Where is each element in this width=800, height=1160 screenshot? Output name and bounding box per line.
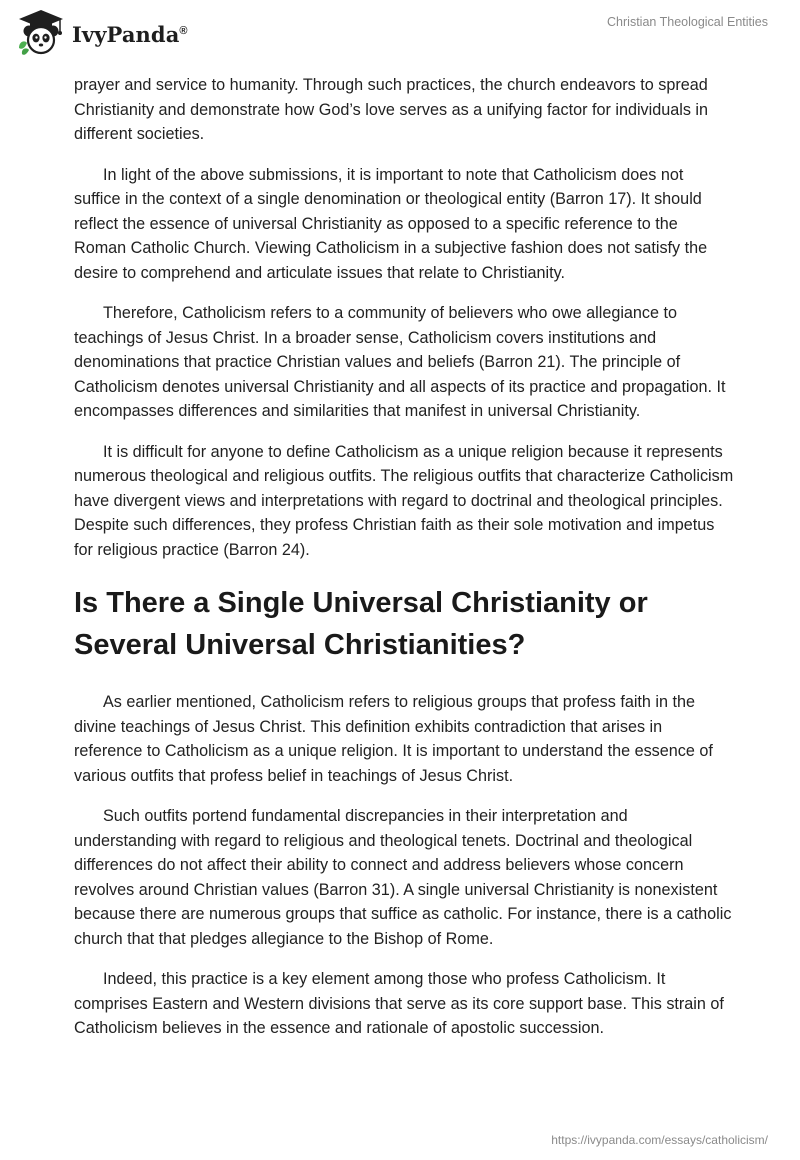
document-title: Christian Theological Entities xyxy=(607,15,768,29)
source-url[interactable]: https://ivypanda.com/essays/catholicism/ xyxy=(551,1133,768,1147)
registered-mark: ® xyxy=(179,24,188,37)
paragraph: Indeed, this practice is a key element among those who profess Catholicism. It comprises Eastern and Western divisions that serve as its core support base. This strain of Catholicism believes in the essence and rationale of apostolic succession. xyxy=(74,970,724,1037)
page-header xyxy=(0,0,800,70)
paragraph-continued: prayer and service to humanity. Through such practices, the church endeavors to spread Christianity and demonstrate how God’s love serves as a unifying factor for individuals in different societies. xyxy=(74,76,709,143)
panda-graduate-icon xyxy=(16,8,66,56)
ivypanda-logo[interactable] xyxy=(16,8,188,56)
paragraph: As earlier mentioned, Catholicism refers to religious groups that profess faith in the divine teachings of Jesus Christ. This definition exhibits contradiction that arises in reference to Catholicism as a unique religion. It is important to understand the essence of various outfits that profess belief in teachings of Jesus Christ. xyxy=(74,693,713,785)
section-heading: Is There a Single Universal Christianity or Several Universal Christianities? xyxy=(74,587,648,661)
paragraph: Therefore, Catholicism refers to a community of believers who owe allegiance to teachings of Jesus Christ. In a broader sense, Catholicism covers institutions and denominations that practice Christian values and beliefs (Barron 21). The principle of Catholicism denotes universal Christianity and all aspects of its practice and propagation. It encompasses differences and similarities that manifest in universal Christianity. xyxy=(74,304,726,420)
brand-name: IvyPanda® xyxy=(72,21,188,47)
essay-content xyxy=(74,73,734,1057)
paragraph: In light of the above submissions, it is important to note that Catholicism does not suffice in the context of a single denomination or theological entity (Barron 17). It should reflect the essence of universal Christianity as opposed to a specific reference to the Roman Catholic Church. Viewing Catholicism in a subjective fashion does not satisfy the desire to comprehend and articulate issues that relate to Christianity. xyxy=(74,165,708,282)
paragraph: It is difficult for anyone to define Catholicism as a unique religion because it represents numerous theological and religious outfits. The religious outfits that characterize Catholicism have divergent views and interpretations with regard to doctrinal and theological principles. Despite such differences, they profess Christian faith as their sole motivation and impetus for religious practice (Barron 24). xyxy=(74,442,734,559)
paragraph: Such outfits portend fundamental discrepancies in their interpretation and understanding with regard to religious and theological tenets. Doctrinal and theological differences do not affect their ability to connect and address believers whose concern revolves around Christian values (Barron 31). A single universal Christianity is nonexistent because there are numerous groups that suffice as catholic. For instance, there is a catholic church that that pledges allegiance to the Bishop of Rome. xyxy=(74,807,732,948)
